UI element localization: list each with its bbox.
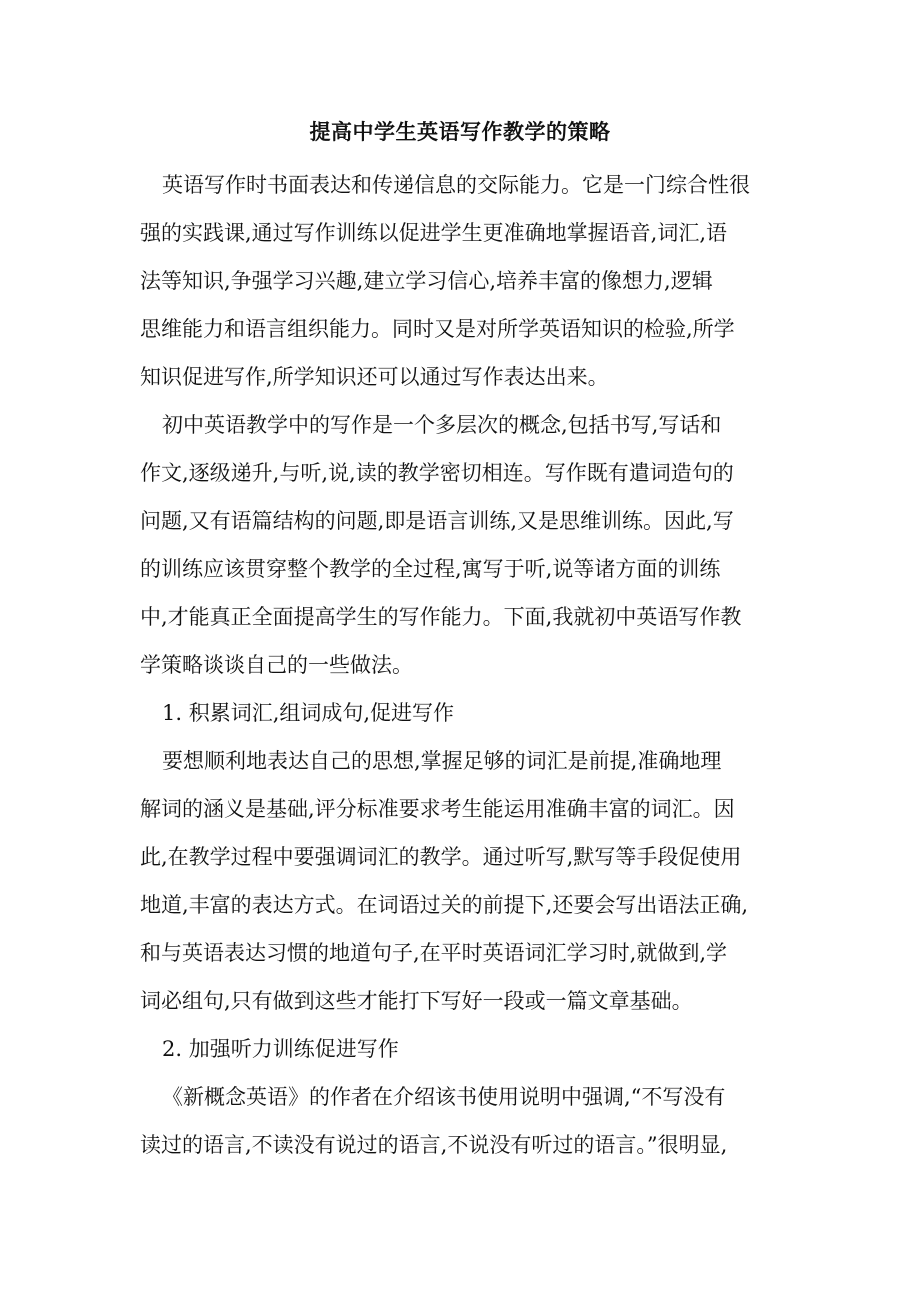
paragraph-line: 英语写作时书面表达和传递信息的交际能力。它是一门综合性很 [162, 173, 750, 197]
paragraph-line: 作文,逐级递升,与听,说,读的教学密切相连。写作既有遣词造句的 [140, 461, 734, 485]
paragraph-line: 的训练应该贯穿整个教学的全过程,寓写于听,说等诸方面的训练 [140, 557, 721, 581]
paragraph-line: 和与英语表达习惯的地道句子,在平时英语词汇学习时,就做到,学 [140, 941, 728, 965]
paragraph-line: 法等知识,争强学习兴趣,建立学习信心,培养丰富的像想力,逻辑 [140, 269, 713, 293]
paragraph-line: 此,在教学过程中要强调词汇的教学。通过听写,默写等手段促使用 [140, 845, 742, 869]
paragraph-line: 解词的涵义是基础,评分标准要求考生能运用准确丰富的词汇。因 [140, 797, 735, 821]
paragraph-line: 知识促进写作,所学知识还可以通过写作表达出来。 [140, 365, 609, 389]
paragraph-line: 要想顺利地表达自己的思想,掌握足够的词汇是前提,准确地理 [162, 749, 722, 773]
paragraph-line: 中,才能真正全面提高学生的写作能力。下面,我就初中英语写作教 [140, 605, 742, 629]
paragraph-line: 词必组句,只有做到这些才能打下写好一段或一篇文章基础。 [140, 989, 693, 1013]
section-heading: 1. 积累词汇,组词成句,促进写作 [162, 701, 455, 725]
paragraph-line: 问题,又有语篇结构的问题,即是语言训练,又是思维训练。因此,写 [140, 509, 734, 533]
paragraph-line: 强的实践课,通过写作训练以促进学生更准确地掌握语音,词汇,语 [140, 221, 728, 245]
paragraph-line: 《新概念英语》的作者在介绍该书使用说明中强调,“不写没有 [162, 1085, 726, 1109]
section-heading: 2. 加强听力训练促进写作 [162, 1037, 399, 1061]
paragraph-line: 读过的语言,不读没有说过的语言,不说没有听过的语言。”很明显, [140, 1133, 728, 1157]
paragraph-line: 地道,丰富的表达方式。在词语过关的前提下,还要会写出语法正确, [140, 893, 749, 917]
document-title: 提高中学生英语写作教学的策略 [309, 119, 611, 144]
paragraph-line: 学策略谈谈自己的一些做法。 [140, 653, 413, 677]
paragraph-line: 初中英语教学中的写作是一个多层次的概念,包括书写,写话和 [162, 413, 722, 437]
paragraph-line: 思维能力和语言组织能力。同时又是对所学英语知识的检验,所学 [140, 317, 735, 341]
